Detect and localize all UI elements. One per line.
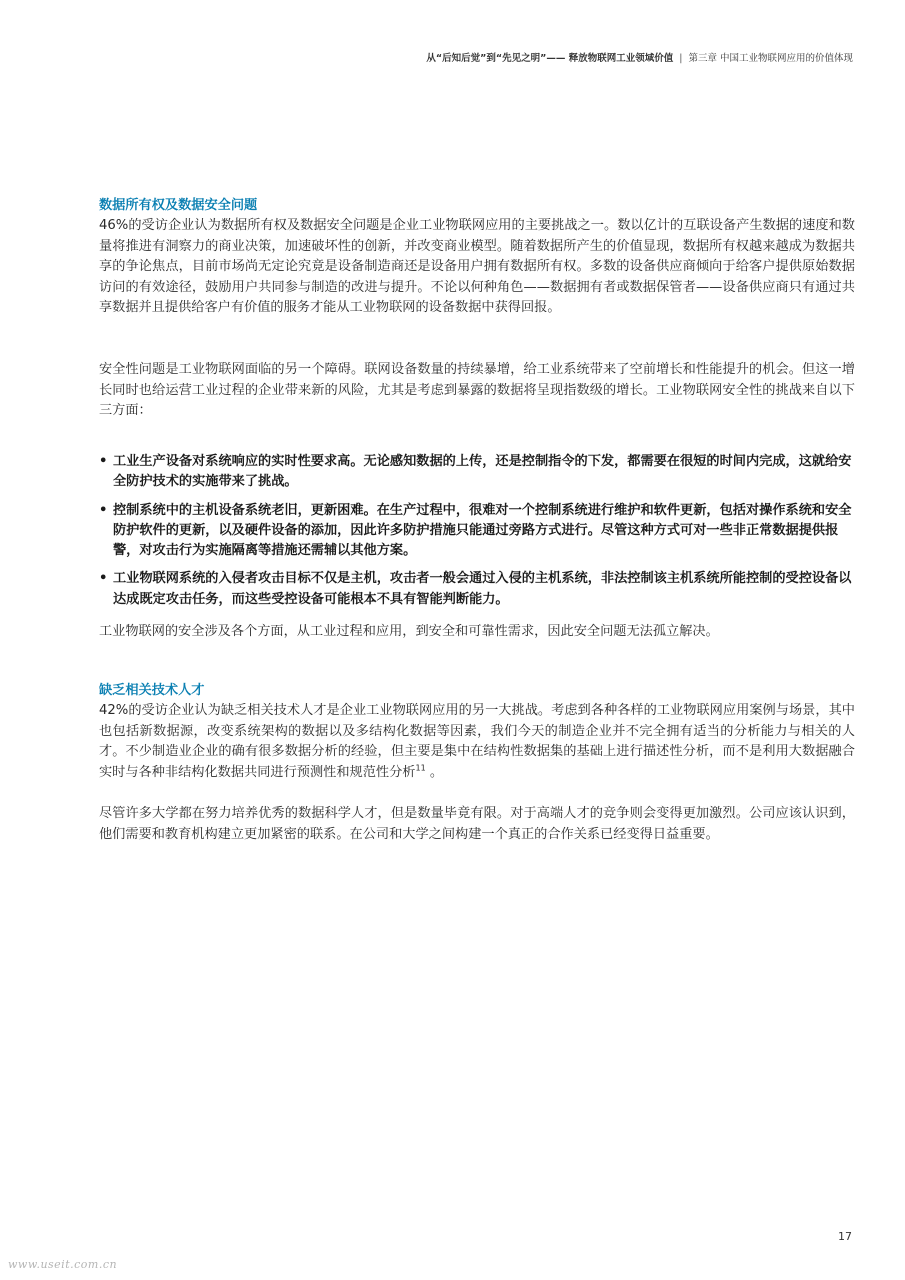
list-item-text: 控制系统中的主机设备系统老旧，更新困难。在生产过程中，很难对一个控制系统进行维护和软件更新，包括对操作系统和安全防护软件的更新，以及硬件设备的添加，因此许多防护措施只能通过旁路方式进行。尽管这种方式可对一些非正常数据提供报警，对攻击行为实施隔离等措施还需辅以其他方案。 bbox=[113, 502, 852, 559]
paragraph: 尽管许多大学都在努力培养优秀的数据科学人才，但是数量毕竟有限。对于高端人才的竞争则会变得更加激烈。公司应该认识到，他们需要和教育机构建立更加紧密的联系。在公司和大学之间构建一个真正的合作关系已经变得日益重要。 bbox=[99, 806, 855, 842]
list-item bbox=[99, 501, 855, 562]
security-challenges-list bbox=[99, 452, 855, 618]
section-security-intro bbox=[99, 360, 855, 422]
section-talent-paragraph bbox=[99, 804, 855, 845]
section-data-ownership bbox=[99, 196, 855, 319]
running-header bbox=[93, 50, 853, 64]
paragraph: 安全性问题是工业物联网面临的另一个障碍。联网设备数量的持续暴增，给工业系统带来了空前增长和性能提升的机会。但这一增长同时也给运营工业过程的企业带来新的风险，尤其是考虑到暴露的数据将呈现指数级的增长。工业物联网安全性的挑战来自以下三方面： bbox=[99, 362, 855, 419]
section-heading: 数据所有权及数据安全问题 bbox=[99, 198, 258, 213]
header-separator: | bbox=[679, 53, 683, 64]
page-number: 17 bbox=[838, 1230, 852, 1243]
paragraph: 工业物联网的安全涉及各个方面，从工业过程和应用，到安全和可靠性需求，因此安全问题无法孤立解决。 bbox=[99, 624, 719, 639]
section-heading: 缺乏相关技术人才 bbox=[99, 683, 205, 698]
list-item-text: 工业物联网系统的入侵者攻击目标不仅是主机，攻击者一般会通过入侵的主机系统，非法控制该主机系统所能控制的受控设备以达成既定攻击任务，而这些受控设备可能根本不具有智能判断能力。 bbox=[113, 571, 852, 607]
bullet-icon: • bbox=[99, 454, 108, 469]
list-item-text: 工业生产设备对系统响应的实时性要求高。无论感知数据的上传，还是控制指令的下发，都需要在很短的时间内完成，这就给安全防护技术的实施带来了挑战。 bbox=[113, 454, 852, 490]
paragraph bbox=[99, 701, 855, 783]
section-talent-shortage bbox=[99, 681, 855, 783]
paragraph-end: 。 bbox=[425, 764, 444, 780]
section-security-conclusion bbox=[99, 622, 855, 643]
bullet-icon: • bbox=[99, 502, 108, 518]
report-title: 从“后知后觉”到“先见之明”—— 释放物联网工业领域价值 bbox=[426, 53, 674, 64]
paragraph-text: 42%的受访企业认为缺乏相关技术人才是企业工业物联网应用的另一大挑战。考虑到各种各样的工业物联网应用案例与场景，其中也包括新数据源，改变系统架构的数据以及多结构化数据等因素，我们今天的制造企业并不完全拥有适当的分析能力与相关的人才。不少制造业企业的确有很多数据分析的经验，但主要是集中在结构性数据集的基础上进行描述性分析，而不是利用大数据融合实时与各种非结构化数据共同进行预测性和规范性分析 bbox=[99, 703, 855, 780]
list-item bbox=[99, 569, 855, 610]
watermark-text: www.useit.com.cn bbox=[8, 1258, 118, 1271]
footnote-reference: 11 bbox=[415, 763, 426, 773]
bullet-icon: • bbox=[99, 571, 108, 587]
chapter-title: 第三章 中国工业物联网应用的价值体现 bbox=[688, 53, 853, 64]
list-item bbox=[99, 452, 855, 493]
paragraph: 46%的受访企业认为数据所有权及数据安全问题是企业工业物联网应用的主要挑战之一。数以亿计的互联设备产生数据的速度和数量将推进有洞察力的商业决策，加速破坏性的创新，并改变商业模型。随着数据所产生的价值显现，数据所有权越来越成为数据共享的争论焦点，目前市场尚无定论究竟是设备制造商还是设备用户拥有数据所有权。多数的设备供应商倾向于给客户提供原始数据访问的有效途径，鼓励用户共同参与制造的改进与提升。不论以何种角色——数据拥有者或数据保管者——设备供应商只有通过共享数据并且提供给客户有价值的服务才能从工业物联网的设备数据中获得回报。 bbox=[99, 218, 855, 316]
